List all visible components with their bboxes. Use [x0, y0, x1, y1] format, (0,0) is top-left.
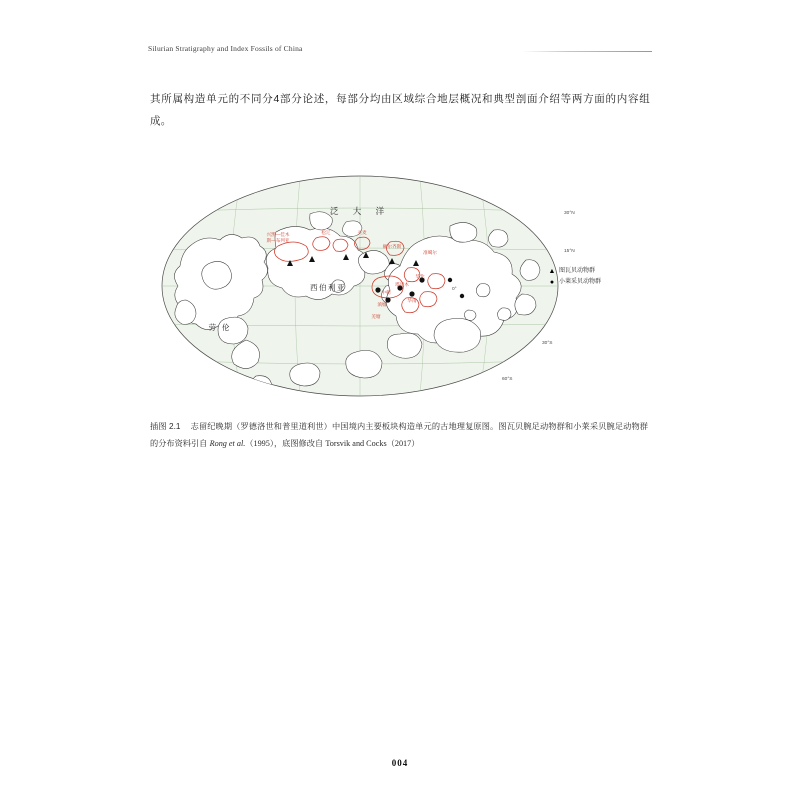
- caption-reference-1-year: （1995），: [245, 439, 283, 448]
- svg-text:30°S: 30°S: [542, 341, 553, 346]
- svg-text:中朝: 中朝: [381, 290, 391, 295]
- running-head-rule: [522, 51, 652, 52]
- svg-text:0°: 0°: [452, 287, 457, 292]
- svg-text:斯—布列亚: 斯—布列亚: [266, 238, 290, 243]
- svg-text:华北: 华北: [415, 274, 425, 279]
- svg-text:塔里木: 塔里木: [395, 282, 409, 287]
- figure-2-1: [150, 168, 650, 408]
- svg-text:华南: 华南: [407, 298, 417, 303]
- svg-text:松辽: 松辽: [321, 230, 331, 235]
- running-head: [148, 40, 652, 62]
- legend-item-tuvaella: [548, 266, 601, 277]
- map-legend: [548, 266, 601, 288]
- triangle-icon: ▲: [548, 268, 556, 275]
- body-paragraph: 其所属构造单元的不同分4部分论述，每部分均由区域综合地层概况和典型剖面介绍等两方面的内容组成。: [150, 93, 650, 127]
- caption-text-part1: 志留纪晚期（罗德洛世和普里道利世）中国境内主要板块构造单元的古地理复原图。图瓦贝腕足动物群和小莱采贝腕足动物群的分布资料引自: [150, 422, 648, 448]
- svg-text:劳 伦: 劳 伦: [208, 323, 232, 332]
- svg-text:兴凯—佳木: 兴凯—佳木: [266, 232, 290, 237]
- svg-text:西伯利亚: 西伯利亚: [310, 283, 346, 292]
- running-head-title: Silurian Stratigraphy and Index Fossils of China: [148, 44, 303, 53]
- svg-text:准噶尔: 准噶尔: [423, 250, 437, 255]
- caption-reference-1: Rong et al.: [209, 439, 246, 448]
- legend-label-tuvaella: 图瓦贝动物群: [559, 268, 596, 274]
- svg-text:15°N: 15°N: [564, 249, 575, 254]
- svg-text:羌塘: 羌塘: [371, 314, 381, 319]
- svg-text:额尔齐斯: 额尔齐斯: [382, 244, 402, 249]
- caption-number: 插图 2.1: [150, 422, 181, 431]
- svg-text:泛 大 洋: 泛 大 洋: [329, 206, 391, 216]
- svg-text:滇缅: 滇缅: [377, 302, 387, 307]
- caption-reference-2: Torsvik and Cocks: [325, 439, 387, 448]
- figure-caption: [150, 418, 648, 452]
- svg-text:买麦: 买麦: [357, 230, 367, 235]
- caption-reference-2-year: （2017）: [386, 439, 420, 448]
- svg-text:60°S: 60°S: [502, 377, 513, 382]
- legend-label-retziella: 小莱采贝动物群: [559, 279, 602, 285]
- legend-item-retziella: [548, 277, 601, 288]
- svg-text:30°N: 30°N: [564, 211, 575, 216]
- caption-text-part2: 底图修改自: [282, 439, 326, 448]
- page-number: 004: [391, 758, 409, 768]
- paleogeographic-map: [150, 168, 650, 408]
- circle-icon: ●: [549, 279, 555, 286]
